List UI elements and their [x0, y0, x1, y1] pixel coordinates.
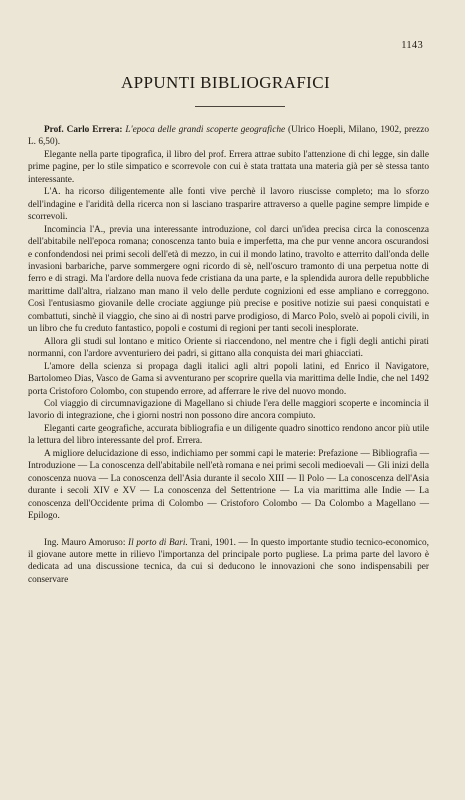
review-paragraph: Eleganti carte geografiche, accurata bibliografia e un diligente quadro sinottico rendono ancor più utile la lettura del libro interessante del prof. Errera.	[28, 423, 429, 447]
review-entry-header	[28, 537, 429, 587]
review-paragraph: L'amore della scienza si propaga dagli italici agli altri popoli latini, ed Enrico il Navigatore, Bartolomeo Dias, Vasco de Gama si avventurano per scoprire quella via marittima delle Indie, che nel 1492 porta Cristoforo Colombo, con stupendo errore, ad afferrare le rive del nuovo mondo.	[28, 361, 429, 397]
review-paragraph: Allora gli studi sul lontano e mitico Oriente si riaccendono, nel mentre che i figli degli antichi pirati normanni, con l'ardore avventuriero dei padri, si gittano alla conquista dei mari ghiacciati.	[28, 336, 429, 360]
page-number: 1143	[401, 40, 423, 51]
review-paragraph: L'A. ha ricorso diligentemente alle fonti vive perchè il lavoro riuscisse completo; ma lo sforzo dell'indagine e l'aridità della ricerca non si lasciano trasparire attraverso a quelle pagine sempre limpide e scorrevoli.	[28, 187, 429, 223]
review-imprint: Trani, 1901. — In questo importante studio tecnico-economico, il giovane autore mette in rilievo l'importanza del principale porto pugliese. La prima parte del lavoro è dedicata ad una discussione tecnica, da cui si deducono le innovazioni che sono indispensabili per conservare	[28, 537, 430, 585]
review-entry-header	[28, 124, 429, 149]
review-imprint: (Ulrico Hoepli, Milano, 1902, prezzo L. 6,50).	[28, 125, 429, 148]
section-heading: APPUNTI BIBLIOGRAFICI	[120, 73, 331, 93]
review-paragraph: Col viaggio di circumnavigazione di Magellano si chiude l'era delle maggiori scoperte e incomincia il lavorio di integrazione, che i giorni nostri non possono dire ancora compiuto.	[28, 398, 429, 422]
review-paragraph: Incomincia l'A., previa una interessante introduzione, col darci un'idea precisa circa la conoscenza dell'abitabile nell'epoca romana; conoscenza tanto buia e imperfetta, ma che pur venne ancora oscurandosi e confondendosi nei primi secoli dell'età di mezzo, in cui il mondo latino, travolto e atterrito dall'onda delle invasioni barbariche, parve sommergere ogni ricordo di sè, nell'oscuro tramonto di una perpetua notte di ferro e di stragi. Ma l'ardore della nuova fede cristiana da una parte, e la splendida aurora delle repubbliche marittime dall'altra, rialzano man mano il velo delle perdute cognizioni ed esse ampliano e correggono. Così l'entusiasmo giovanile delle crociate aggiunge più precise e positive notizie sui paesi conquistati e combattuti, sinchè il viaggio, che sino ai dì nostri parve prodigioso, di Marco Polo, svelò ai popoli civili, in un libro che fu creduto fantastico, popoli e costumi di regioni per tanti secoli inesplorate.	[28, 224, 429, 335]
review-author: Prof. Carlo Errera:	[44, 125, 123, 135]
review-paragraph: A migliore delucidazione di esso, indichiamo per sommi capi le materie: Prefazione — Bibliografia — Introduzione — La conoscenza dell'abitabile nell'età romana e nei primi secoli medioevali — Gli inizi della conoscenza nuova — La conoscenza dell'Asia durante il secolo XIII — Il Polo — La conoscenza dell'Asia durante i secoli XIV e XV — La conoscenza del Settentrione — La via marittima alle Indie — La conoscenza dell'Occidente prima di Colombo — Cristoforo Colombo — Da Colombo a Magellano — Epilogo.	[28, 448, 429, 522]
review-author: Ing. Mauro Amoruso:	[44, 537, 126, 548]
review-paragraph: Elegante nella parte tipografica, il libro del prof. Errera attrae subito l'attenzione di chi legge, sin dalle prime pagine, per lo stile simpatico e scorrevole con cui è stata trattata una materia già per sè stessa tanto interessante.	[28, 149, 429, 185]
heading-rule	[195, 106, 285, 107]
review-book-title: L'epoca delle grandi scoperte geografiche	[125, 125, 286, 135]
review-book-title: Il porto di Bari.	[128, 537, 188, 548]
page-body	[28, 124, 429, 586]
